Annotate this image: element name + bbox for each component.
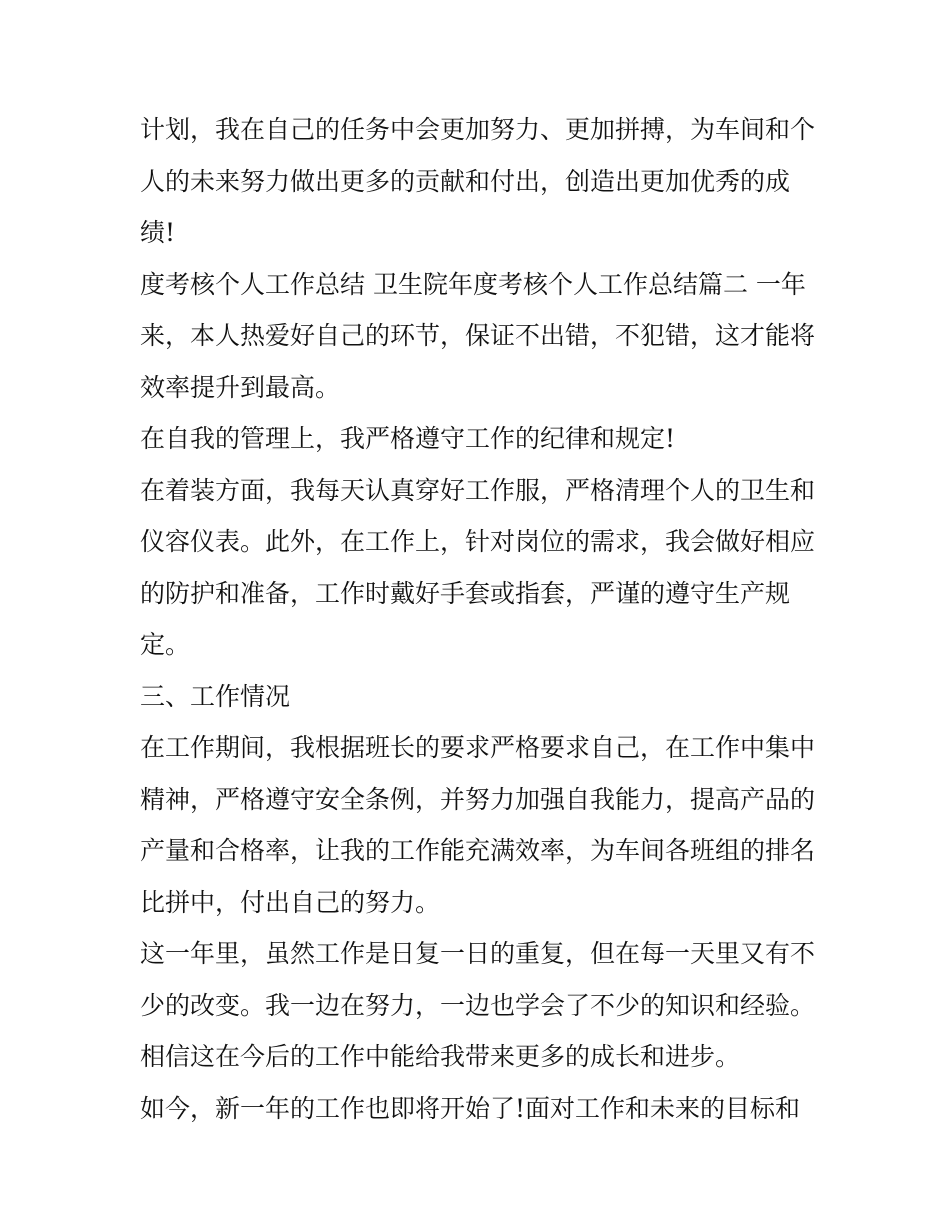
paragraph-summary-intro: 度考核个人工作总结 卫生院年度考核个人工作总结篇二 一年来，本人热爱好自己的环节，保证不出错，不犯错，这才能将效率提升到最高。 [140, 269, 816, 402]
paragraph-this-year: 这一年里，虽然工作是日复一日的重复，但在每一天里又有不少的改变。我一边在努力，一边也学会了不少的知识和经验。相信这在今后的工作中能给我带来更多的成长和进步。 [140, 939, 816, 1071]
paragraph-dress-code: 在着装方面，我每天认真穿好工作服，严格清理个人的卫生和仪容仪表。此外，在工作上，针对岗位的需求，我会做好相应的防护和准备，工作时戴好手套或指套，严谨的遵守生产规定。 [140, 475, 816, 659]
paragraph-plan-continuation: 计划，我在自己的任务中会更加努力、更加拼搏，为车间和个人的未来努力做出更多的贡献和付出，创造出更加优秀的成绩! [140, 115, 816, 247]
document-body [140, 104, 816, 1134]
paragraph-new-year: 如今，新一年的工作也即将开始了!面对工作和未来的目标和 [140, 1093, 801, 1123]
paragraph-self-management: 在自我的管理上，我严格遵守工作的纪律和规定! [140, 424, 676, 453]
paragraph-work-period: 在工作期间，我根据班长的要求严格要求自己，在工作中集中精神，严格遵守安全条例，并努力加强自我能力，提高产品的产量和合格率，让我的工作能充满效率，为车间各班组的排名比拼中，付出自己的努力。 [140, 733, 816, 917]
section-heading-work-situation: 三、工作情况 [140, 681, 291, 711]
